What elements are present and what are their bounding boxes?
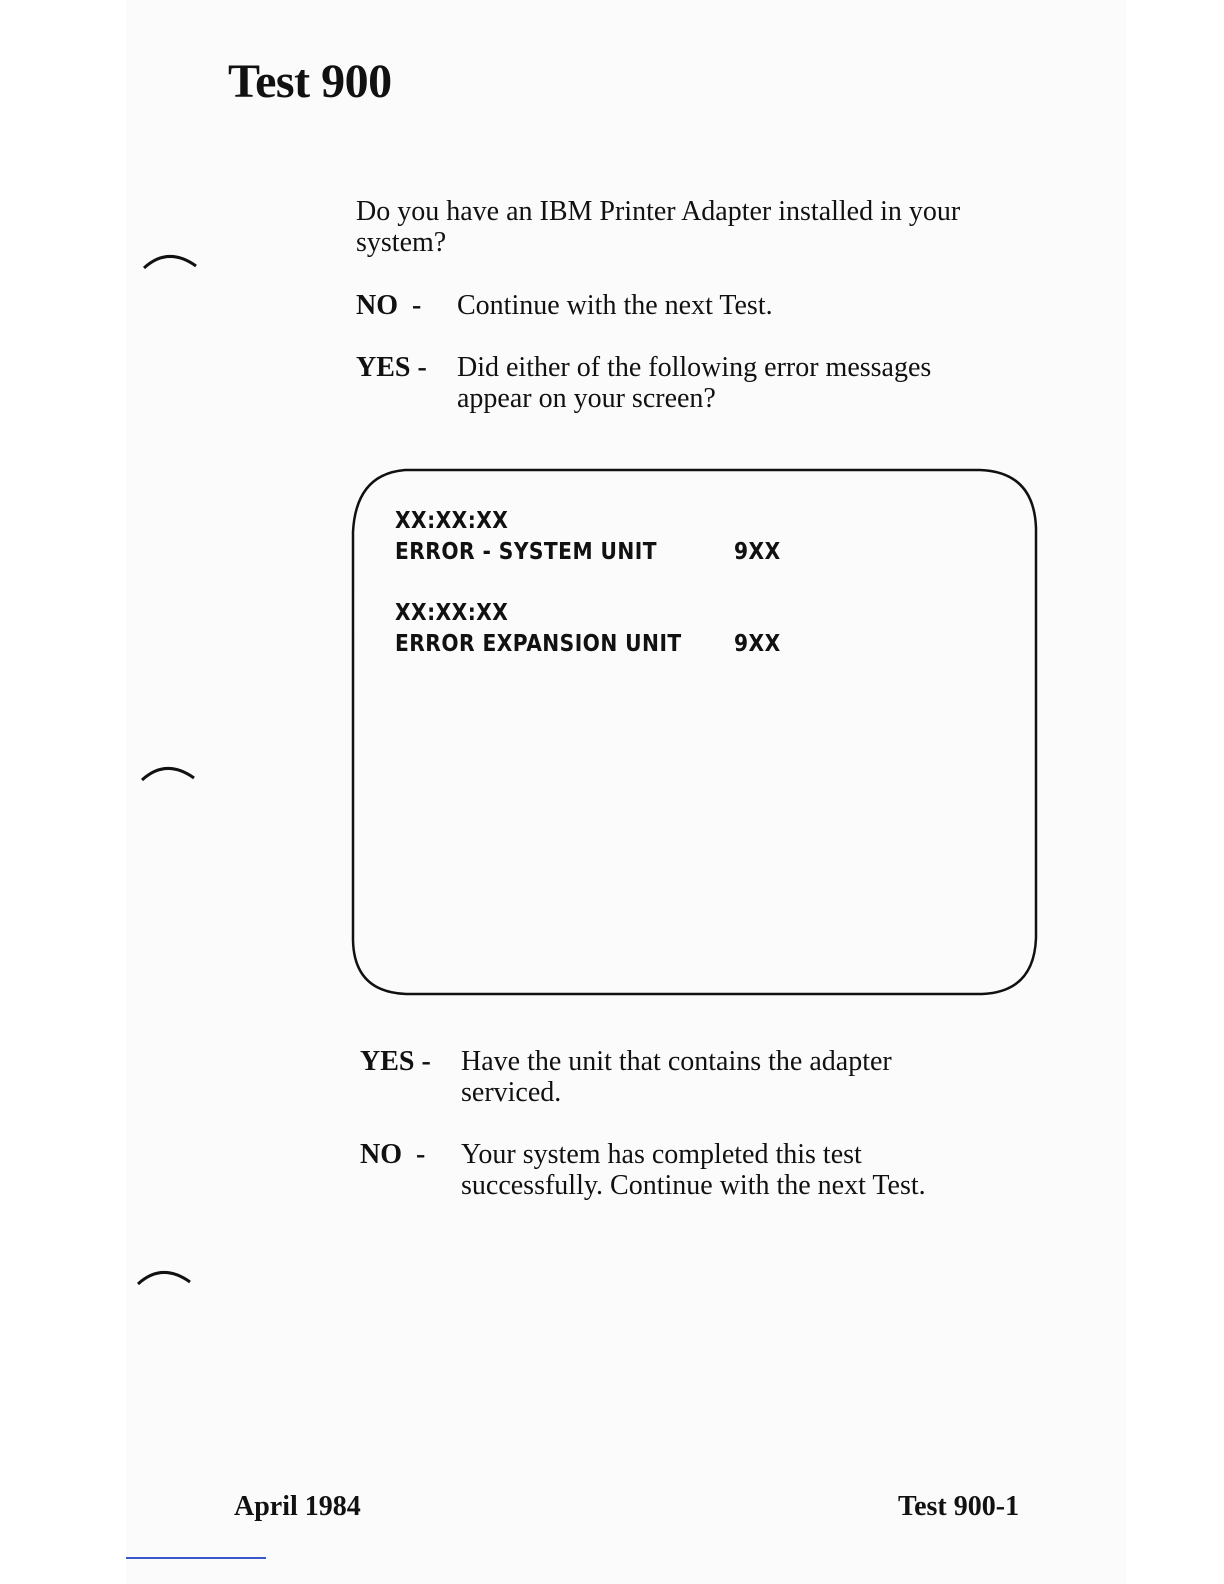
- second-no-answer: Your system has completed this test successfully. Continue with the next Test.: [461, 1139, 926, 1201]
- first-no-label: NO -: [356, 290, 422, 321]
- footer-page-number: Test 900-1: [898, 1491, 1020, 1522]
- screen-line2-code: 9XX: [734, 631, 781, 657]
- bottom-edge-rule: [126, 1557, 266, 1559]
- footer-date: April 1984: [234, 1491, 361, 1522]
- second-yes-answer: Have the unit that contains the adapter serviced.: [461, 1046, 892, 1108]
- screen-line2-message: ERROR EXPANSION UNIT: [395, 631, 682, 657]
- first-yes-answer: Did either of the following error messages appear on your screen?: [457, 352, 932, 414]
- second-no-label: NO -: [360, 1139, 426, 1170]
- binder-hole-mark-top: [142, 244, 202, 274]
- first-no-answer: Continue with the next Test.: [457, 290, 773, 321]
- page-title: Test 900: [228, 55, 392, 108]
- screen-line1-time: XX:XX:XX: [395, 508, 509, 534]
- second-yes-label: YES -: [360, 1046, 431, 1077]
- screen-line1-message: ERROR - SYSTEM UNIT: [395, 539, 657, 565]
- screen-line1-code: 9XX: [734, 539, 781, 565]
- screen-line2-time: XX:XX:XX: [395, 600, 509, 626]
- binder-hole-mark-bottom: [136, 1260, 196, 1290]
- binder-hole-mark-middle: [140, 756, 200, 786]
- question-text: Do you have an IBM Printer Adapter installed in your system?: [356, 196, 961, 258]
- first-yes-label: YES -: [356, 352, 427, 383]
